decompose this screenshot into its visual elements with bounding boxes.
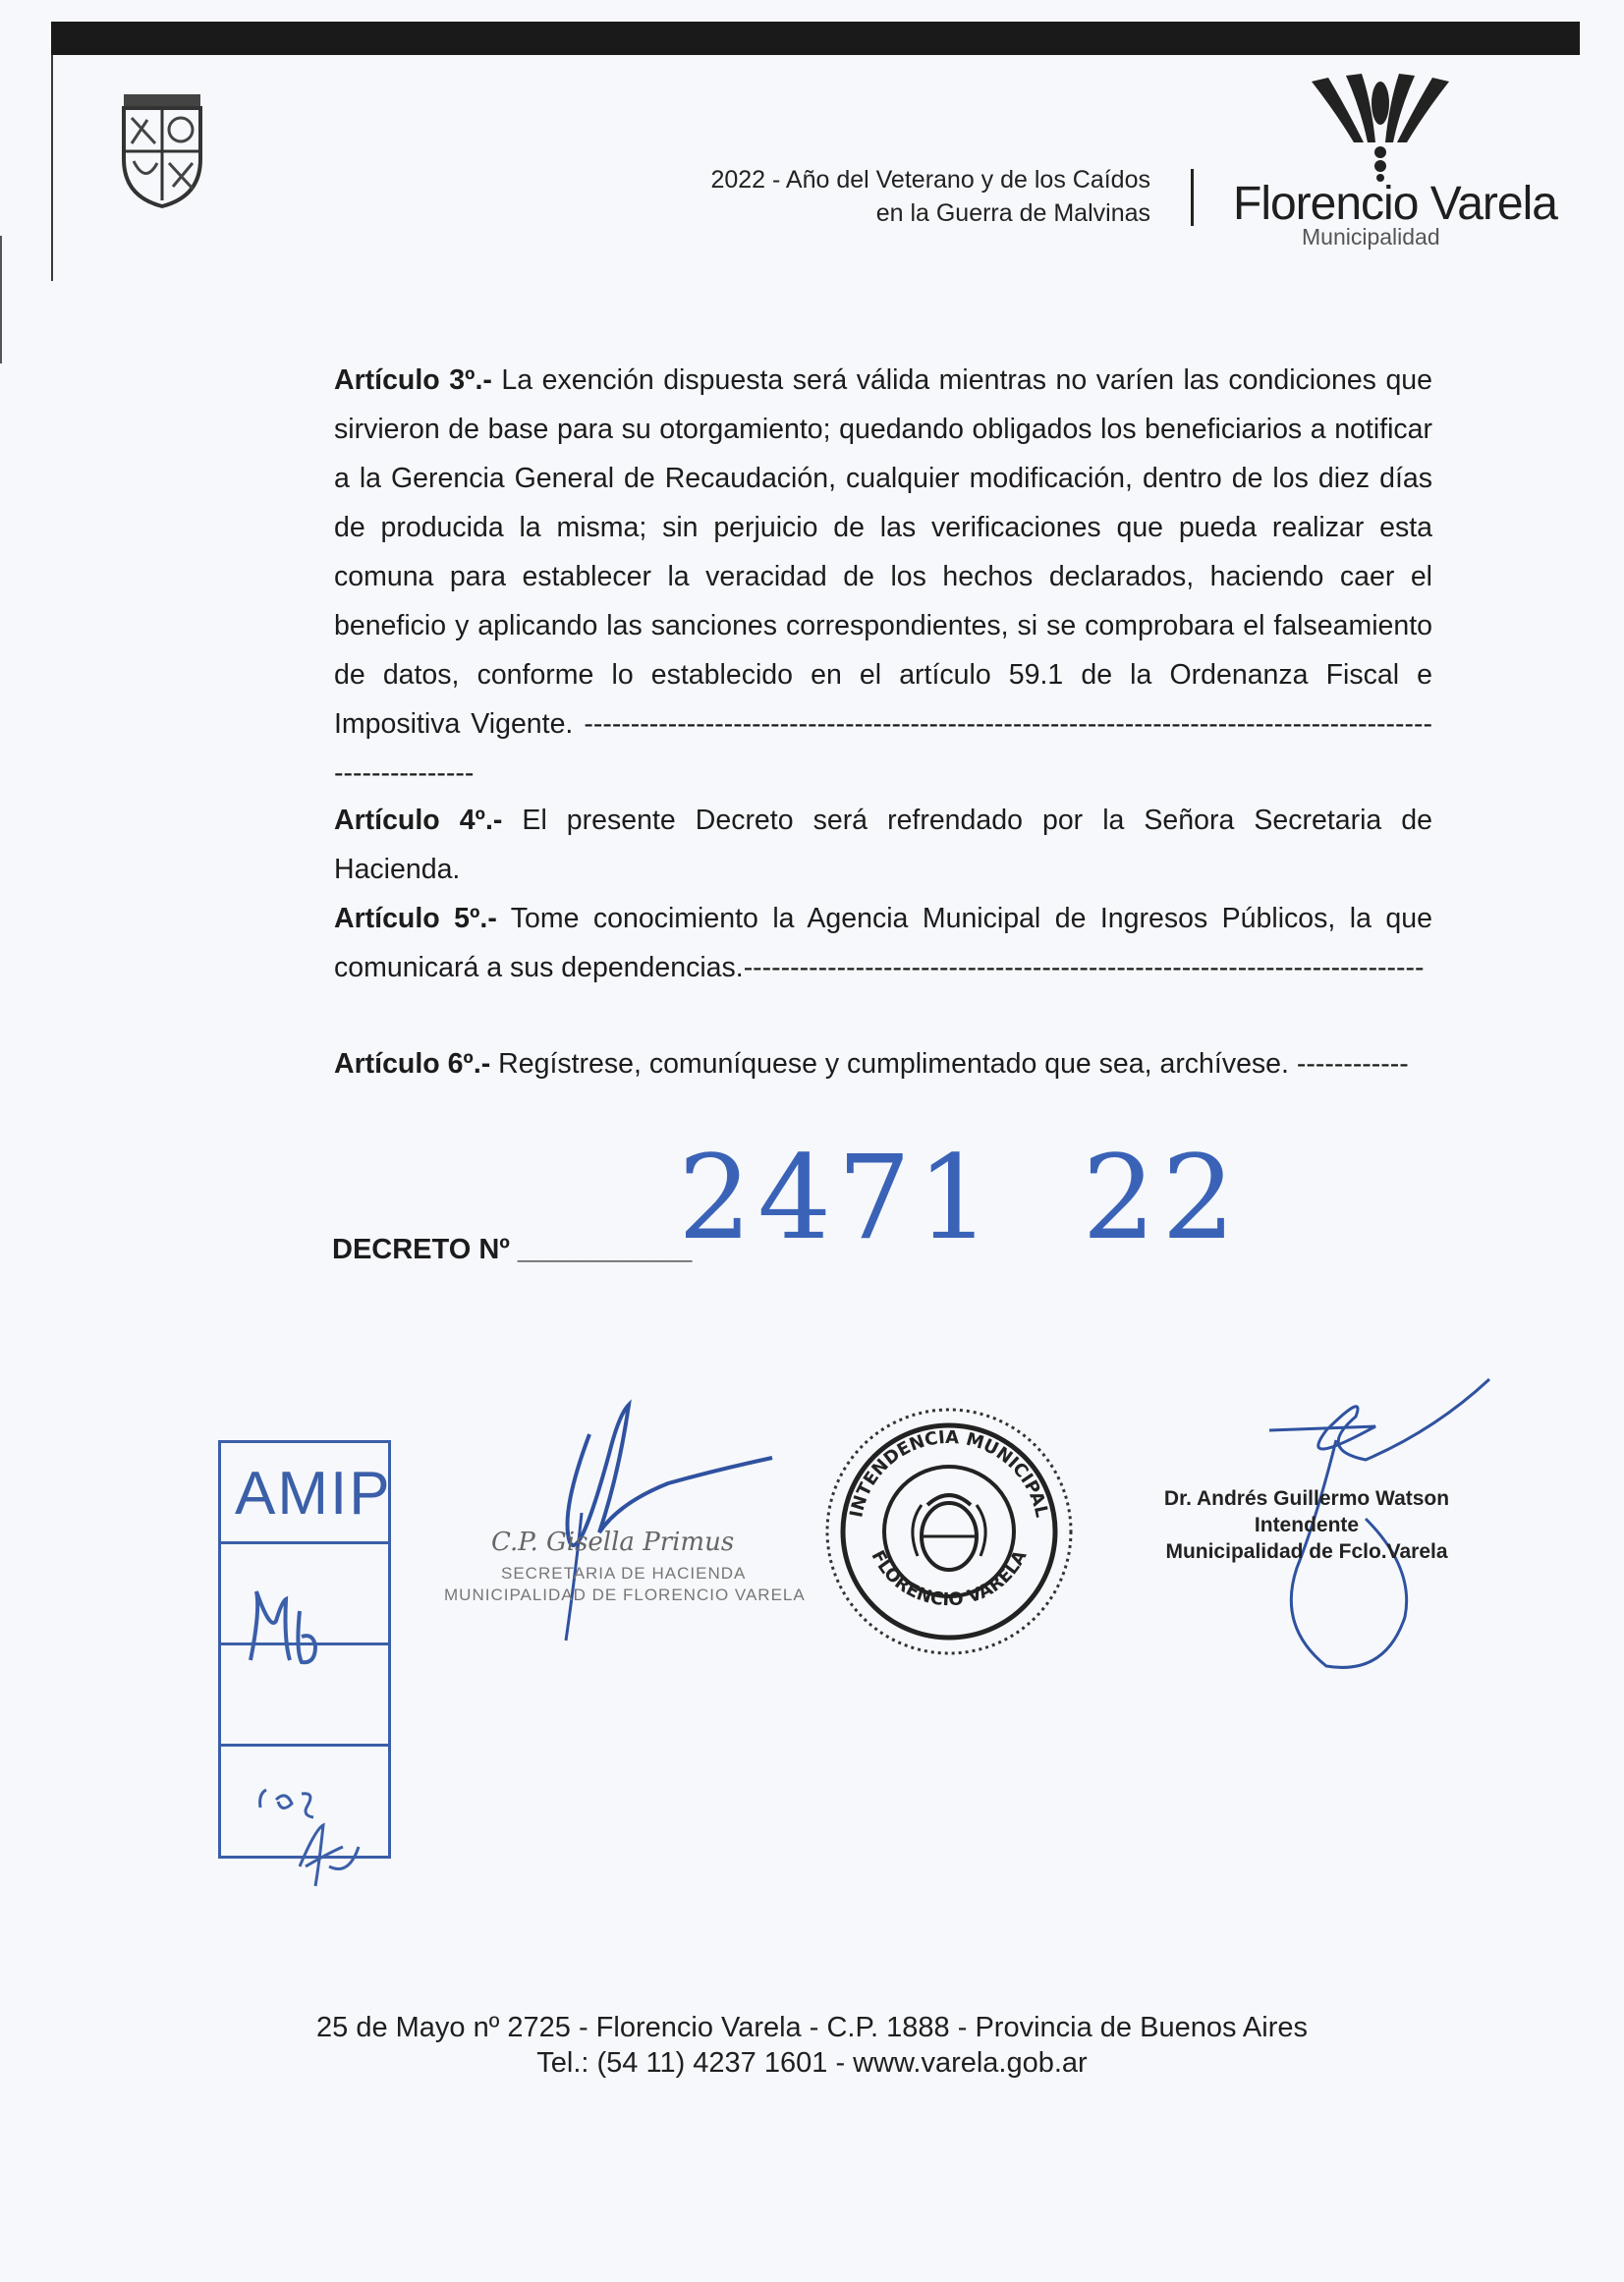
brand-block [1233, 178, 1557, 250]
official-seal-icon [812, 1399, 1087, 1664]
decreto-number-stamp [678, 1130, 1242, 1265]
article-5 [334, 894, 1432, 992]
article-5-label: Artículo 5º.- [334, 903, 497, 934]
header-motto [710, 163, 1150, 230]
article-4-label: Artículo 4º.- [334, 805, 503, 836]
article-3-dashes: ---------------------------------------------------------------------------------------------------------- [334, 708, 1432, 789]
scan-left-edge [51, 55, 53, 281]
decreto-label-text: DECRETO Nº [332, 1234, 510, 1265]
florencio-varela-logo-icon [1307, 74, 1454, 182]
seal-bottom-text: FLORENCIO VARELA [867, 1546, 1032, 1611]
scan-margin-mark [0, 236, 2, 363]
amip-stamp-header-cell [221, 1443, 392, 1544]
footer-address: 25 de Mayo nº 2725 - Florencio Varela - C.P. 1888 - Provincia de Buenos Aires [316, 2012, 1308, 2043]
seal-top-text: INTENDENCIA MUNICIPAL [846, 1426, 1052, 1520]
brand-name: Florencio Varela [1233, 178, 1557, 230]
article-3-label: Artículo 3º.- [334, 364, 492, 396]
article-3 [334, 356, 1432, 798]
secretaria-name: C.P. Gisella Primus [491, 1528, 735, 1557]
brand-subtitle: Municipalidad [1302, 224, 1440, 250]
secretaria-organization: MUNICIPALIDAD DE FLORENCIO VARELA [444, 1586, 806, 1604]
intendente-organization: Municipalidad de Fclo.Varela [1165, 1540, 1448, 1563]
article-4 [334, 796, 1432, 894]
decreto-underline: ___________ [517, 1234, 693, 1265]
motto-line-2: en la Guerra de Malvinas [875, 199, 1150, 227]
amip-stamp-title: AMIP [235, 1460, 392, 1528]
header-separator [1191, 169, 1194, 226]
municipal-crest-icon [118, 90, 206, 208]
article-6 [334, 1039, 1432, 1088]
intendente-role: Intendente [1254, 1514, 1360, 1536]
scan-top-bar [51, 22, 1580, 55]
article-5-dashes: ------------------------------------------------------------------------- [743, 952, 1425, 983]
intendente-stamp [1130, 1485, 1484, 1565]
article-6-label: Artículo 6º.- [334, 1048, 491, 1080]
decreto-label [332, 1234, 692, 1266]
secretaria-signature [521, 1395, 786, 1650]
decreto-year: 22 [1082, 1130, 1242, 1265]
page-footer [0, 2010, 1624, 2081]
svg-text:INTENDENCIA MUNICIPAL [846, 1427, 1052, 1520]
article-6-dashes: ------------ [1296, 1048, 1409, 1080]
article-6-text: Regístrese, comuníquese y cumplimentado que sea, archívese. [490, 1048, 1297, 1080]
article-3-text: La exención dispuesta será válida mientras no varíen las condiciones que sirvieron de base para su otorgamiento; quedando obligados los beneficiarios a notificar a la Gerencia General de Recaudación, cualquier modificación, dentro de los diez días de producida la misma; sin perjuicio de las verificaciones que pueda realizar esta comuna para establecer la veracidad de los hechos declarados, haciendo caer el beneficio y aplicando las sanciones correspondientes, si se comprobara el falseamiento de datos, conforme lo establecido en el artículo 59.1 de la Ordenanza Fiscal e Impositiva Vigente. [334, 364, 1432, 740]
decreto-number: 2471 [678, 1130, 997, 1265]
article-4-text: El presente Decreto será refrendado por la Señora Secretaria de Hacienda. [334, 805, 1432, 885]
amip-initials-handwriting [221, 1572, 418, 1906]
secretaria-role: SECRETARIA DE HACIENDA [501, 1564, 747, 1583]
svg-text:FLORENCIO VARELA [867, 1547, 1031, 1611]
intendente-name: Dr. Andrés Guillermo Watson [1163, 1487, 1450, 1510]
article-5-text: Tome conocimiento la Agencia Municipal de Ingresos Públicos, la que comunicará a sus dependencias. [334, 903, 1432, 983]
footer-contact: Tel.: (54 11) 4237 1601 - www.varela.gob.ar [536, 2047, 1088, 2079]
motto-line-1: 2022 - Año del Veterano y de los Caídos [710, 166, 1150, 194]
